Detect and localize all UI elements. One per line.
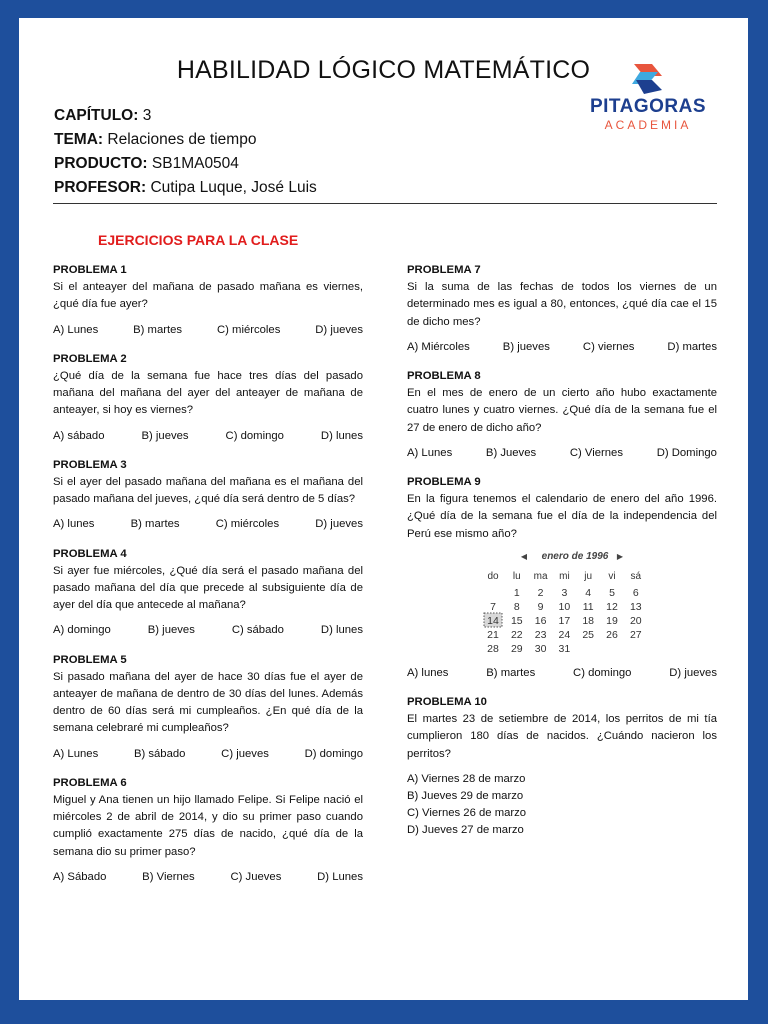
calendar-day[interactable]: 14 [487, 614, 499, 627]
left-column [53, 262, 363, 898]
answer-option: D) domingo [304, 747, 363, 760]
calendar-weekday: vi [608, 570, 616, 582]
problem-title: PROBLEMA 5 [53, 653, 127, 666]
calendar-weekday: lu [512, 570, 521, 582]
problem-text: En la figura tenemos el calendario de enero del año 1996. ¿Qué día de la semana fue el día de la independencia del Perú ese mismo año? [407, 493, 717, 540]
calendar-day[interactable]: 8 [513, 600, 520, 613]
calendar-day[interactable]: 21 [487, 628, 499, 641]
calendar-svg [407, 547, 717, 657]
answer-option: A) Lunes [53, 747, 99, 760]
problem-text: ¿Qué día de la semana fue hace tres días del pasado mañana del mañana del ayer del anteayer de mañana de anteayer, si hoy es viernes? [53, 370, 363, 417]
answer-option: D) Domingo [656, 446, 717, 459]
answer-options [407, 771, 717, 840]
section-title: EJERCICIOS PARA LA CLASE [98, 232, 299, 248]
document-page [19, 18, 748, 1000]
problem-problema-4 [53, 546, 363, 640]
answer-option: D) lunes [320, 429, 363, 442]
answer-option: C) sábado [231, 624, 284, 637]
answer-option: D) Jueves 27 de marzo [407, 824, 524, 837]
answer-option: D) jueves [669, 666, 717, 679]
answer-option: C) domingo [573, 666, 632, 679]
calendar-day[interactable]: 5 [609, 586, 615, 599]
calendar-day[interactable]: 18 [582, 614, 595, 627]
calendar-day[interactable]: 6 [632, 586, 639, 599]
calendar-day[interactable]: 20 [629, 614, 642, 627]
answer-options [53, 516, 363, 533]
problem-text: Miguel y Ana tienen un hijo llamado Felipe. Si Felipe nació el miércoles 2 de abril de 2014, y dio su primer paso cuando cumplió exactamente 275 días de nacido, ¿qué día de la semana dio su primer paso? [53, 794, 363, 858]
calendar-day[interactable]: 12 [606, 600, 618, 613]
problem-problema-2 [53, 351, 363, 445]
calendar-prev-icon[interactable]: ◀ [520, 551, 528, 561]
answer-option: D) martes [667, 340, 717, 353]
calendar-next-icon[interactable]: ▶ [616, 551, 624, 561]
calendar-day[interactable]: 13 [629, 600, 642, 613]
answer-option: C) Viernes 26 de marzo [407, 807, 527, 820]
calendar-weekday: mi [559, 570, 570, 582]
problem-title: PROBLEMA 2 [53, 352, 127, 365]
answer-option: C) domingo [225, 429, 284, 442]
calendar-figure [407, 547, 717, 657]
calendar-day[interactable]: 7 [490, 600, 496, 613]
problem-problema-9 [407, 474, 717, 682]
answer-option: C) miércoles [216, 323, 281, 336]
problem-title: PROBLEMA 7 [407, 264, 481, 276]
answer-options [53, 746, 363, 763]
calendar-day[interactable]: 26 [606, 628, 618, 641]
answer-options [407, 445, 717, 462]
answer-option: D) lunes [320, 624, 363, 637]
problem-problema-10 [407, 694, 717, 840]
calendar-month-label: enero de 1996 [541, 550, 609, 562]
problem-title: PROBLEMA 6 [53, 776, 127, 789]
answer-option: A) Viernes 28 de marzo [407, 772, 526, 785]
problem-problema-1 [53, 262, 363, 339]
answer-option: A) lunes [407, 666, 449, 679]
answer-option: C) viernes [582, 340, 635, 353]
problem-title: PROBLEMA 3 [53, 458, 127, 471]
calendar-weekday: ma [533, 570, 548, 582]
header-meta [54, 104, 317, 200]
answer-options [53, 322, 363, 339]
calendar-day[interactable]: 19 [606, 614, 618, 627]
answer-option: A) domingo [53, 624, 111, 637]
calendar-day[interactable]: 29 [510, 642, 523, 655]
problem-problema-7 [407, 262, 717, 356]
problem-text: Si el anteayer del mañana de pasado mañana es viernes, ¿qué día fue ayer? [53, 281, 363, 311]
pitagoras-logo [582, 60, 714, 132]
logo-sub: ACADEMIA [604, 118, 692, 132]
meta-producto: PRODUCTO: SB1MA0504 [54, 155, 239, 172]
calendar-day[interactable]: 23 [534, 628, 547, 641]
answer-option: B) martes [486, 666, 536, 679]
logo-name: PITAGORAS [589, 96, 707, 117]
calendar-day[interactable]: 15 [510, 614, 523, 627]
problem-title: PROBLEMA 9 [407, 476, 481, 489]
answer-option: D) Lunes [317, 870, 363, 883]
calendar-weekday: ju [584, 570, 593, 582]
problem-text: En el mes de enero de un cierto año hubo exactamente cuatro lunes y cuatro viernes. ¿Qué día de la semana fue el 27 de enero de dicho año? [407, 387, 717, 434]
problem-text: El martes 23 de setiembre de 2014, los perritos de mi tía cumplieron 180 días de nacidos. ¿Cuándo nacieron los perritos? [407, 713, 717, 760]
answer-options [407, 665, 717, 682]
pitagoras-chevron-icon [582, 60, 714, 96]
answer-option: B) jueves [502, 340, 550, 353]
answer-option: D) jueves [315, 518, 363, 531]
calendar-day[interactable]: 2 [537, 586, 544, 599]
answer-option: C) miércoles [215, 518, 280, 531]
header-divider [53, 203, 717, 204]
answer-options [53, 622, 363, 639]
calendar-day[interactable]: 10 [558, 600, 571, 613]
answer-option: A) lunes [53, 518, 95, 531]
calendar-day[interactable]: 22 [510, 628, 523, 641]
problem-text: Si ayer fue miércoles, ¿Qué día será el pasado mañana del pasado mañana del día que precede al subsiguiente día de ayer del día que antecede al mañana? [53, 564, 363, 612]
calendar-day[interactable]: 3 [561, 586, 568, 599]
answer-option: A) Lunes [53, 323, 99, 336]
calendar-day[interactable]: 9 [537, 600, 544, 613]
calendar-day[interactable]: 1 [513, 586, 520, 599]
problem-problema-8 [407, 368, 717, 462]
answer-option: A) Lunes [407, 446, 453, 459]
answer-option: C) jueves [221, 747, 269, 760]
answer-option: B) jueves [147, 624, 195, 637]
answer-option: A) Sábado [53, 870, 107, 883]
answer-option: D) jueves [315, 323, 363, 336]
right-column [407, 262, 717, 852]
calendar-day[interactable]: 28 [487, 642, 499, 655]
document-title: HABILIDAD LÓGICO MATEMÁTICO [176, 56, 591, 84]
calendar-day[interactable]: 24 [558, 628, 571, 641]
problem-title: PROBLEMA 4 [53, 547, 127, 560]
answer-option: A) sábado [53, 429, 105, 442]
answer-options [53, 428, 363, 445]
problem-text: Si pasado mañana del ayer de hace 30 días fue el ayer de anteayer de mañana de dentro de 30 días del lunes. Además dentro de 60 días será mi cumpleaños. ¿En qué día de la semana celebraré mi cumpleaños? [53, 670, 363, 735]
problem-problema-6 [53, 775, 363, 886]
calendar-day[interactable]: 31 [558, 642, 571, 655]
meta-capitulo: CAPÍTULO: 3 [54, 107, 152, 124]
problem-problema-3 [53, 457, 363, 534]
calendar-day[interactable]: 17 [558, 614, 571, 627]
answer-option: B) Jueves [485, 446, 537, 459]
calendar-day[interactable]: 11 [582, 600, 594, 613]
answer-options [53, 869, 363, 886]
problem-title: PROBLEMA 10 [407, 696, 487, 709]
answer-option: B) Viernes [142, 870, 195, 883]
calendar-day[interactable]: 25 [582, 628, 595, 641]
problem-title: PROBLEMA 1 [53, 264, 127, 276]
answer-option: C) Viernes [569, 446, 623, 459]
answer-option: B) martes [133, 323, 183, 336]
calendar-weekday: do [487, 570, 499, 582]
answer-option: B) martes [130, 518, 180, 531]
problem-text: Si el ayer del pasado mañana del mañana es el mañana del pasado mañana del jueves, ¿qué día será dentro de 5 días? [53, 476, 363, 506]
answer-option: B) jueves [141, 429, 189, 442]
answer-option: A) Miércoles [407, 340, 470, 353]
calendar-day[interactable]: 4 [585, 586, 592, 599]
problem-title: PROBLEMA 8 [407, 370, 481, 383]
meta-profesor: PROFESOR: Cutipa Luque, José Luis [54, 179, 317, 196]
calendar-weekday: sá [630, 570, 642, 582]
answer-option: B) Jueves 29 de marzo [407, 790, 524, 803]
meta-tema: TEMA: Relaciones de tiempo [54, 131, 257, 148]
answer-option: C) Jueves [230, 870, 282, 883]
calendar-day[interactable]: 16 [534, 614, 547, 627]
answer-option: B) sábado [133, 747, 186, 760]
answer-options [407, 339, 717, 356]
calendar-day[interactable]: 27 [629, 628, 642, 641]
problem-problema-5 [53, 652, 363, 763]
problem-text: Si la suma de las fechas de todos los viernes de un determinado mes es igual a 80, entonces, ¿qué día cae el 15 de dicho mes? [407, 281, 717, 328]
calendar-day[interactable]: 30 [534, 642, 547, 655]
